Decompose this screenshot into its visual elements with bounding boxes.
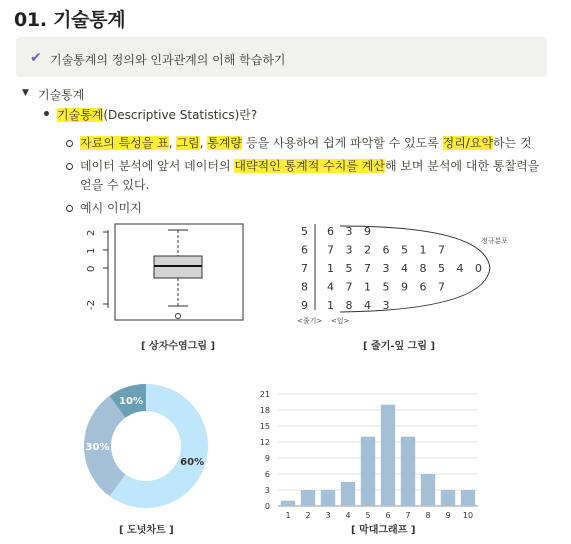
stem-value: 8 bbox=[301, 280, 308, 294]
leaf-value: 1 bbox=[364, 280, 371, 294]
tick-label: 0 bbox=[86, 265, 97, 272]
bar bbox=[441, 490, 455, 506]
leaf-value: 4 bbox=[364, 299, 371, 312]
bullet-dot bbox=[44, 111, 49, 116]
leaf-value: 4 bbox=[456, 262, 464, 275]
hl-figure: 그림 bbox=[176, 136, 200, 150]
leaf-value: 0 bbox=[475, 262, 482, 275]
tick-label: 1 bbox=[86, 247, 97, 254]
x-tick-label: 3 bbox=[325, 511, 331, 520]
bar bbox=[401, 437, 415, 506]
term-highlight: 기술통계 bbox=[57, 108, 104, 122]
leaf-value: 3 bbox=[382, 262, 390, 275]
donut-label: 60% bbox=[180, 456, 205, 468]
stemleaf-figure bbox=[285, 220, 515, 330]
x-tick-label: 8 bbox=[425, 511, 431, 520]
leaf-value: 9 bbox=[401, 280, 408, 294]
bar bbox=[301, 490, 315, 506]
leaf-value: 1 bbox=[327, 299, 334, 312]
donut-label: 10% bbox=[119, 395, 143, 407]
leaf-value: 4 bbox=[401, 262, 408, 275]
leaf-value: 3 bbox=[345, 243, 353, 257]
stem-label: <줄기> bbox=[297, 317, 323, 325]
leaf-value: 1 bbox=[419, 243, 427, 257]
toggle-label[interactable]: 기술통계 bbox=[38, 88, 85, 102]
y-tick-label: 15 bbox=[259, 422, 270, 431]
x-tick-label: 2 bbox=[305, 511, 311, 520]
sub-item-2 bbox=[80, 157, 539, 174]
leaf-value: 6 bbox=[382, 243, 390, 257]
bar bbox=[321, 490, 335, 506]
leaf-value: 3 bbox=[382, 299, 390, 312]
tick-label: -2 bbox=[86, 300, 97, 310]
leaf-value: 5 bbox=[345, 262, 353, 275]
page-title: 01. 기술통계 bbox=[14, 9, 126, 31]
toggle-arrow-icon[interactable]: ▼ bbox=[22, 88, 29, 98]
sub-item-1 bbox=[80, 134, 532, 151]
x-tick-label: 10 bbox=[462, 511, 474, 520]
leaf-value: 2 bbox=[364, 243, 371, 257]
sub-bullet bbox=[66, 163, 73, 170]
bar bbox=[341, 482, 355, 506]
bar-chart bbox=[250, 384, 485, 524]
leaf-value: 8 bbox=[345, 299, 353, 312]
y-tick-label: 21 bbox=[259, 390, 270, 399]
leaf-value: 6 bbox=[419, 280, 427, 294]
boxplot-caption: [ 상자수염그림 ] bbox=[141, 341, 216, 352]
stemleaf-caption: [ 줄기-잎 그림 ] bbox=[363, 341, 436, 352]
leaf-value: 9 bbox=[364, 225, 371, 238]
leaf-value: 4 bbox=[327, 280, 334, 294]
normal-curve bbox=[340, 226, 490, 312]
stem-value: 6 bbox=[301, 243, 308, 257]
y-tick-label: 6 bbox=[264, 470, 270, 479]
y-tick-label: 3 bbox=[264, 486, 270, 495]
list-item-definition bbox=[57, 106, 257, 123]
hl-approx: 대략적인 통계적 수치를 계산 bbox=[234, 159, 385, 173]
boxplot-figure bbox=[78, 220, 248, 330]
bar bbox=[461, 490, 475, 506]
leaf-value: 7 bbox=[438, 280, 445, 294]
x-tick-label: 6 bbox=[385, 511, 391, 520]
leaf-value: 5 bbox=[401, 243, 408, 257]
leaf-value: 6 bbox=[327, 225, 334, 238]
leaf-value: 5 bbox=[438, 262, 445, 275]
text: 하는 것 bbox=[493, 136, 532, 150]
bar bbox=[361, 437, 375, 506]
dist-label: 정규분포 bbox=[481, 237, 509, 245]
sep: , bbox=[168, 136, 177, 150]
donut-label: 30% bbox=[85, 442, 110, 453]
callout-text: 기술통계의 정의와 인과관계의 이해 학습하기 bbox=[50, 53, 286, 67]
leaf-value: 1 bbox=[327, 262, 334, 275]
bar bbox=[381, 405, 395, 506]
sub-bullet bbox=[66, 205, 73, 212]
stem-value: 7 bbox=[301, 262, 308, 275]
leaf-value: 7 bbox=[345, 280, 353, 294]
y-tick-label: 9 bbox=[264, 454, 270, 463]
sub-item-3: 예시 이미지 bbox=[80, 201, 142, 215]
hl-feature: 자료의 특성을 표 bbox=[80, 136, 169, 150]
text: 등을 사용하여 쉽게 파악할 수 있도록 bbox=[242, 136, 443, 150]
donut-chart bbox=[76, 376, 216, 516]
leaf-value: 7 bbox=[438, 243, 445, 257]
sep: , bbox=[199, 136, 208, 150]
leaf-label: <잎> bbox=[331, 317, 350, 325]
x-tick-label: 4 bbox=[345, 511, 351, 520]
y-tick-label: 0 bbox=[264, 502, 270, 511]
leaf-value: 7 bbox=[327, 243, 334, 257]
tick-label: 2 bbox=[86, 229, 97, 236]
bar bbox=[281, 501, 295, 506]
y-tick-label: 12 bbox=[259, 438, 270, 447]
x-tick-label: 9 bbox=[445, 511, 451, 520]
check-icon: ✔ bbox=[30, 50, 42, 66]
stem-value: 9 bbox=[301, 299, 308, 312]
x-tick-label: 5 bbox=[365, 511, 371, 520]
outlier-point bbox=[176, 314, 181, 319]
y-tick-label: 18 bbox=[259, 406, 270, 415]
sub-item-2-line2: 얻을 수 있다. bbox=[80, 178, 150, 192]
bar-caption: [ 막대그래프 ] bbox=[351, 525, 416, 536]
term-rest: (Descriptive Statistics)란? bbox=[103, 108, 258, 122]
hl-statistic: 통계량 bbox=[207, 136, 243, 150]
leaf-value: 3 bbox=[345, 225, 353, 238]
leaf-value: 5 bbox=[382, 280, 390, 294]
text: 해 보며 분석에 대한 통찰력을 bbox=[384, 159, 540, 173]
leaf-value: 8 bbox=[419, 262, 427, 275]
x-tick-label: 1 bbox=[285, 511, 291, 520]
leaf-value: 7 bbox=[364, 262, 371, 275]
hl-summary: 정리/요약 bbox=[442, 136, 494, 150]
bar bbox=[421, 474, 435, 506]
sub-bullet bbox=[66, 140, 73, 147]
donut-caption: [ 도넛차트 ] bbox=[119, 525, 174, 536]
text: 데이터 분석에 앞서 데이터의 bbox=[80, 159, 235, 173]
stem-value: 5 bbox=[301, 225, 308, 238]
x-tick-label: 7 bbox=[405, 511, 411, 520]
